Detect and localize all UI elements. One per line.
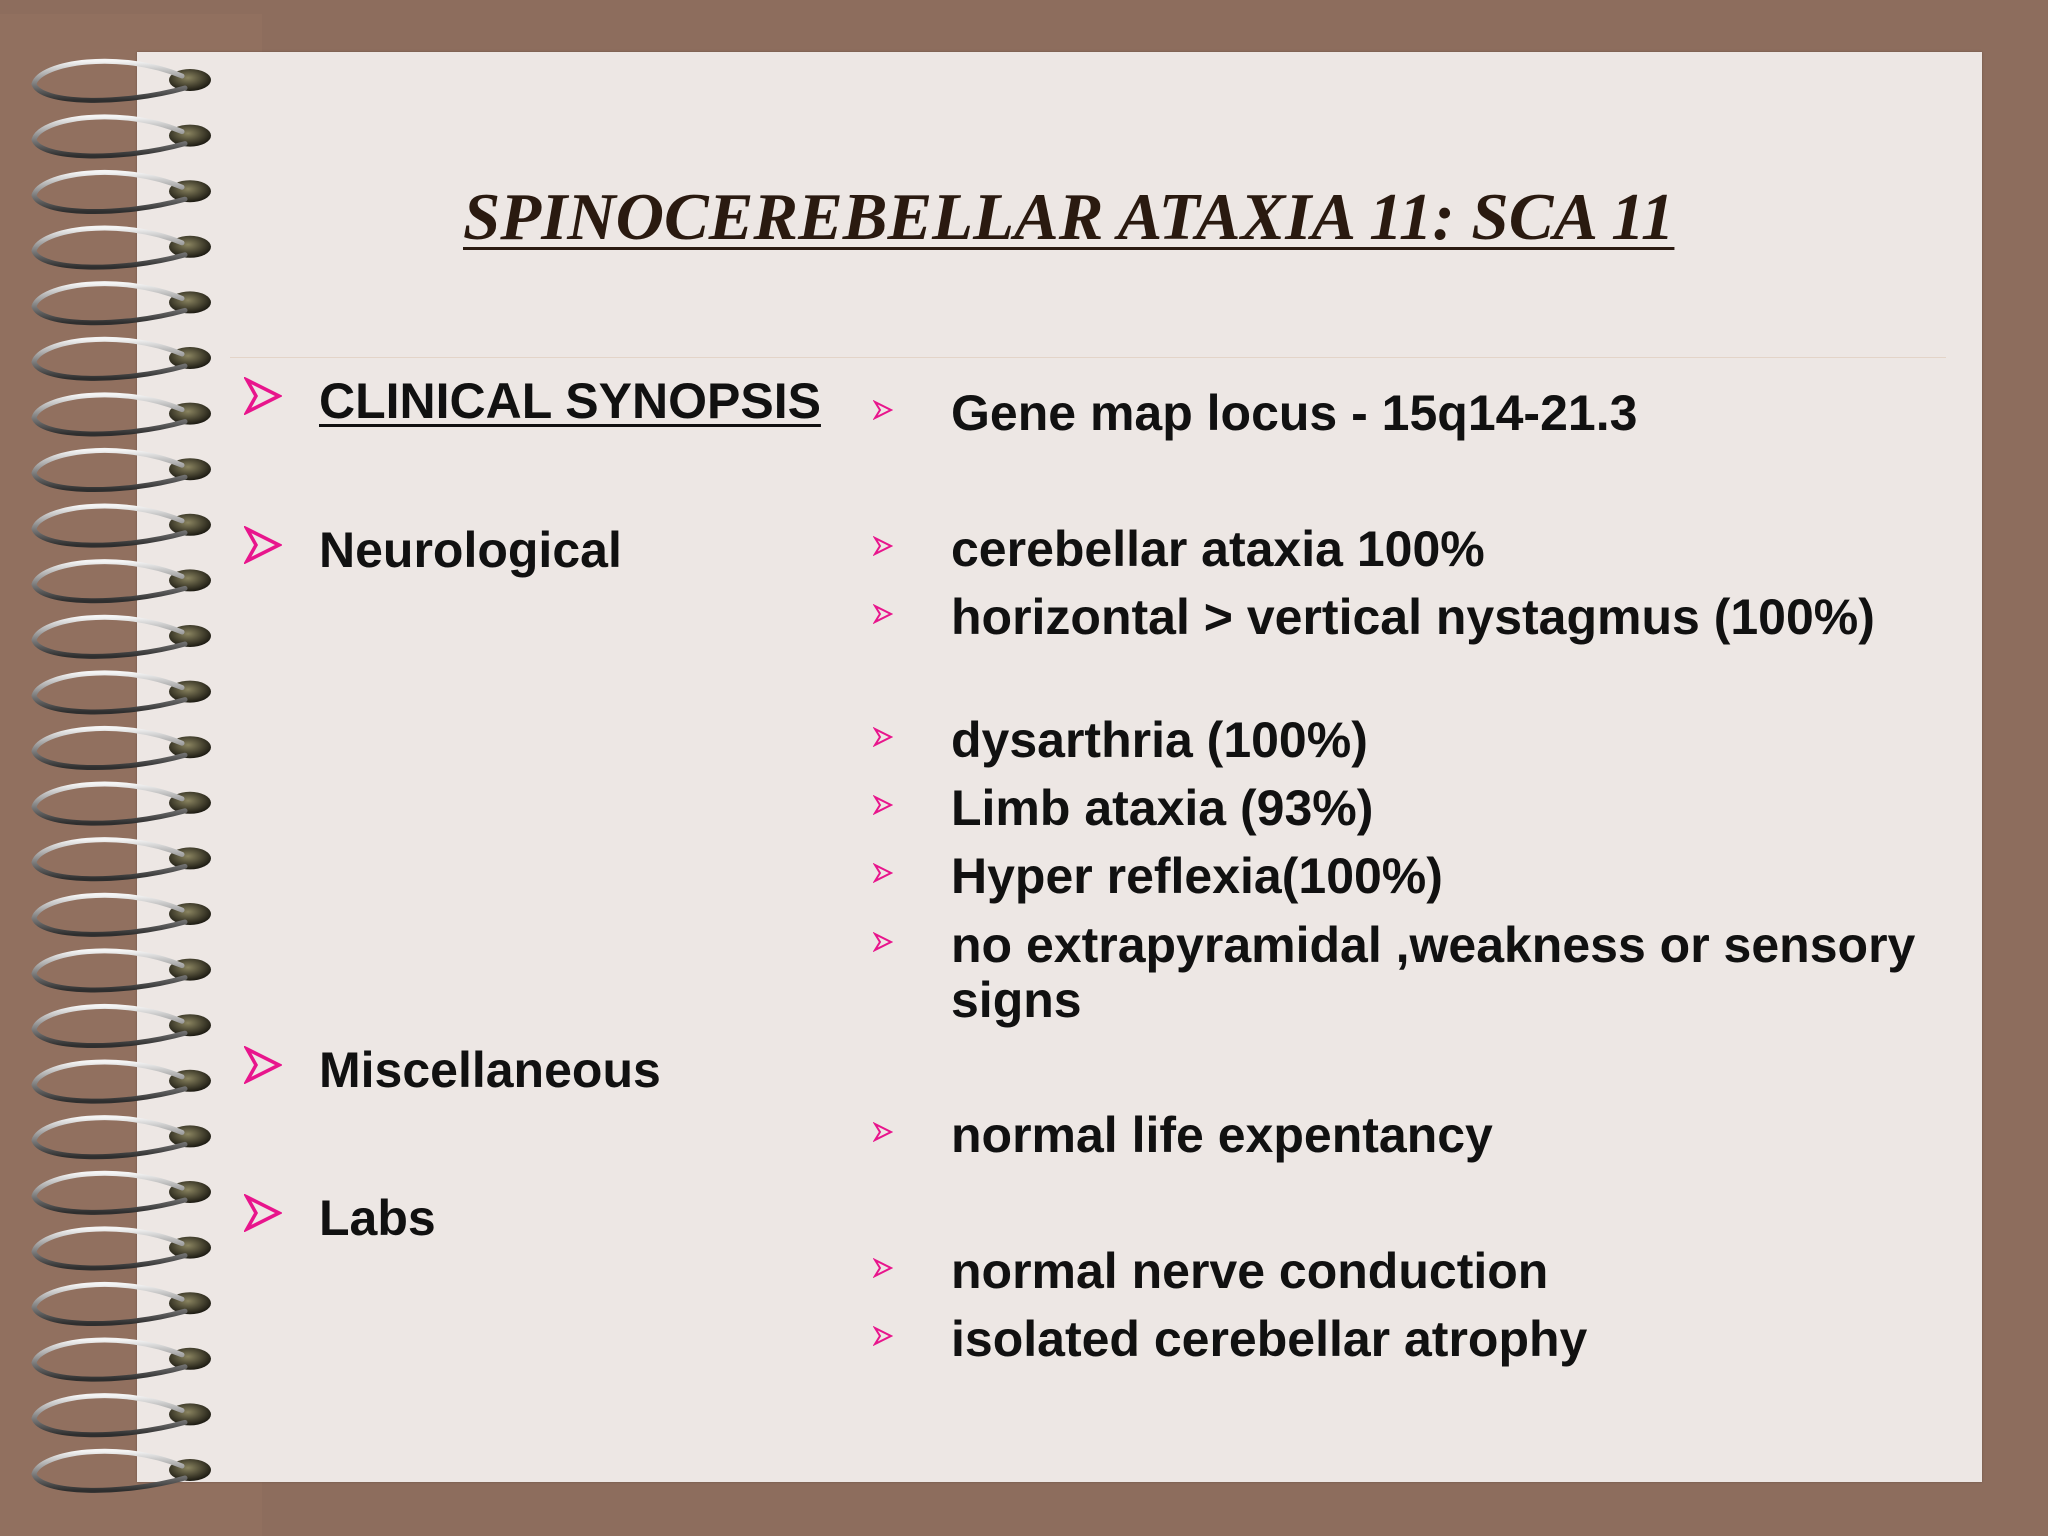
- left-item-label: CLINICAL SYNOPSIS: [319, 373, 821, 429]
- arrowhead-bullet-icon: [244, 1046, 282, 1084]
- left-item-label: Neurological: [319, 522, 622, 578]
- arrowhead-bullet-icon: [873, 863, 893, 883]
- divider-line: [230, 357, 1946, 358]
- right-item-label: dysarthria (100%): [951, 712, 1368, 768]
- right-item-label: horizontal > vertical nystagmus (100%): [951, 589, 1875, 645]
- right-item-label: normal nerve conduction: [951, 1243, 1549, 1299]
- arrowhead-bullet-icon: [873, 536, 893, 556]
- right-item-label: Hyper reflexia(100%): [951, 848, 1443, 904]
- arrowhead-bullet-icon: [873, 400, 893, 420]
- arrowhead-bullet-icon: [873, 1258, 893, 1278]
- right-item-label: normal life expentancy: [951, 1107, 1493, 1163]
- arrowhead-bullet-icon: [873, 1326, 893, 1346]
- right-item-label: Gene map locus - 15q14-21.3: [951, 385, 1638, 441]
- arrowhead-bullet-icon: [873, 932, 893, 952]
- right-item-label: Limb ataxia (93%): [951, 780, 1374, 836]
- arrowhead-bullet-icon: [244, 377, 282, 415]
- arrowhead-bullet-icon: [873, 727, 893, 747]
- arrowhead-bullet-icon: [244, 526, 282, 564]
- right-item-label: cerebellar ataxia 100%: [951, 521, 1485, 577]
- arrowhead-bullet-icon: [873, 795, 893, 815]
- slide-title: SPINOCEREBELLAR ATAXIA 11: SCA 11: [463, 180, 1675, 254]
- right-item-label: isolated cerebellar atrophy: [951, 1311, 1588, 1367]
- right-item-label: no extrapyramidal ,weakness or sensory signs: [951, 917, 1916, 1028]
- left-item-label: Labs: [319, 1190, 436, 1246]
- arrowhead-bullet-icon: [244, 1194, 282, 1232]
- arrowhead-bullet-icon: [873, 604, 893, 624]
- arrowhead-bullet-icon: [873, 1122, 893, 1142]
- left-item-label: Miscellaneous: [319, 1042, 661, 1098]
